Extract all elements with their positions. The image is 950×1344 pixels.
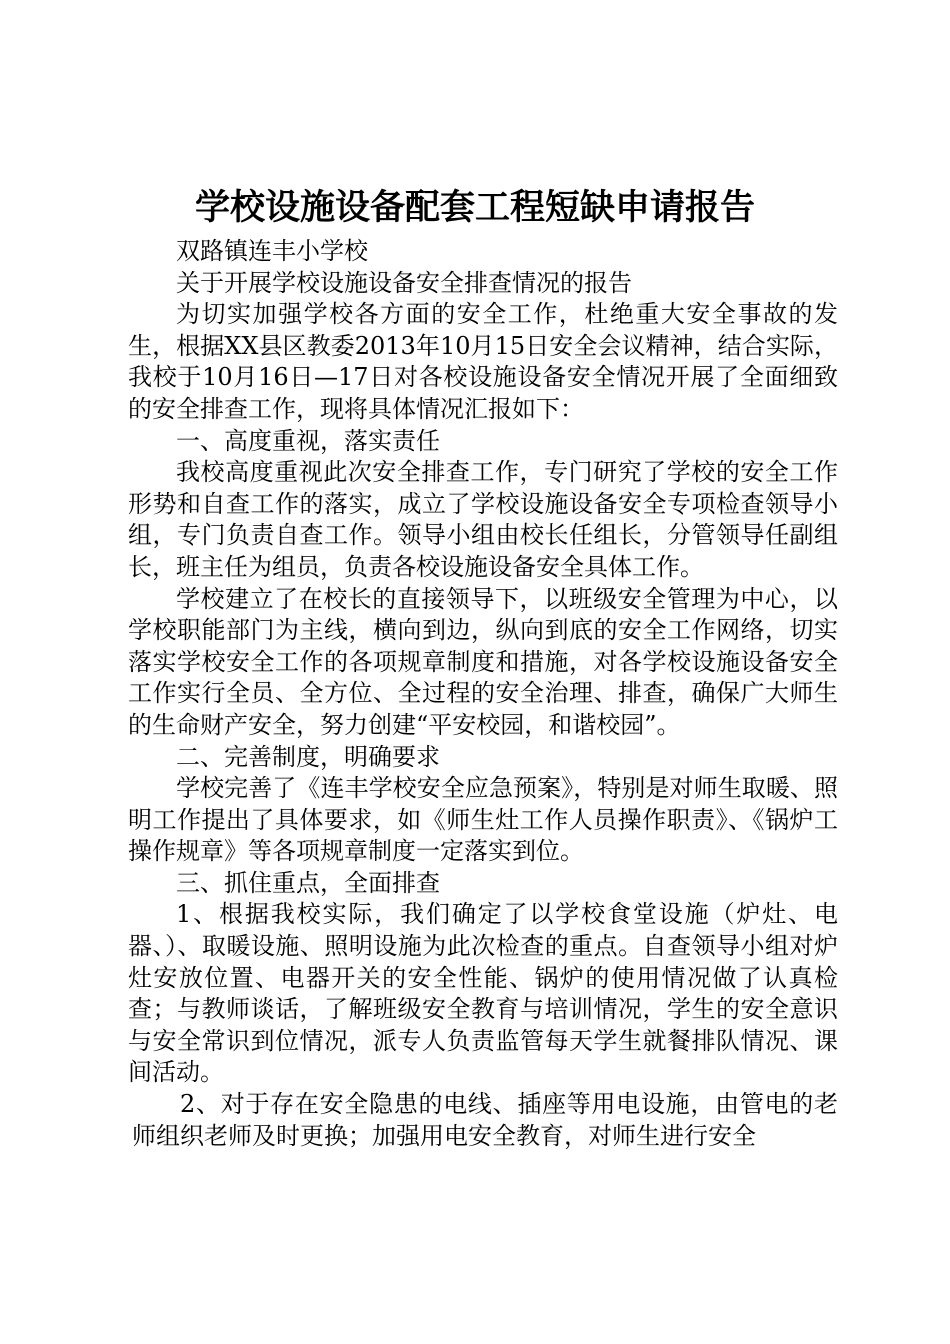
document-title: 学校设施设备配套工程短缺申请报告 [194, 187, 755, 228]
paragraph-inspection-focus: 1、根据我校实际，我们确定了以学校食堂设施（炉灶、电器、）、取暖设施、照明设施为此次检查的重点。自查领导小组对炉灶安放位置、电器开关的安全性能、锅炉的使用情况做了认真检查；与教师谈话，了解班级安全教育与培训情况，学生的安全意识与安全常识到位情况，派专人负责监管每天学生就餐排队情况、课间活动。 [128, 900, 838, 1087]
section-heading-3: 三、抓住重点，全面排查 [176, 868, 440, 897]
paragraph-leadership: 我校高度重视此次安全排查工作，专门研究了学校的安全工作形势和自查工作的落实，成立了学校设施设备安全专项检查领导小组，专门负责自查工作。领导小组由校长任组长，分管领导任副组长，班主任为组员，负责各校设施设备安全具体工作。 [128, 458, 838, 581]
paragraph-electrical-safety: 2、对于存在安全隐患的电线、插座等用电设施，由管电的老师组织老师及时更换；加强用电安全教育，对师生进行安全 [132, 1090, 838, 1150]
paragraph-regulations: 学校完善了《连丰学校安全应急预案》，特别是对师生取暖、照明工作提出了具体要求，如《师生灶工作人员操作职责》、《锅炉工操作规章》等各项规章制度一定落实到位。 [128, 774, 838, 866]
paragraph-safety-network: 学校建立了在校长的直接领导下，以班级安全管理为中心，以学校职能部门为主线，横向到边，纵向到底的安全工作网络，切实落实学校安全工作的各项规章制度和措施，对各学校设施设备安全工作实行全员、全方位、全过程的安全治理、排查，确保广大师生的生命财产安全，努力创建“平安校园，和谐校园”。 [128, 584, 838, 739]
paragraph-intro: 为切实加强学校各方面的安全工作，杜绝重大安全事故的发生，根据XX县区教委2013年10月15日安全会议精神，结合实际，我校于10月16日—17日对各校设施设备安全情况开展了全面细致的安全排查工作，现将具体情况汇报如下： [128, 300, 838, 423]
paragraph-school-name: 双路镇连丰小学校 [176, 237, 368, 265]
paragraph-report-subtitle: 关于开展学校设施设备安全排查情况的报告 [176, 268, 632, 297]
document-body [128, 236, 838, 1152]
section-heading-1: 一、高度重视，落实责任 [176, 426, 440, 455]
section-heading-2: 二、完善制度，明确要求 [176, 742, 440, 771]
